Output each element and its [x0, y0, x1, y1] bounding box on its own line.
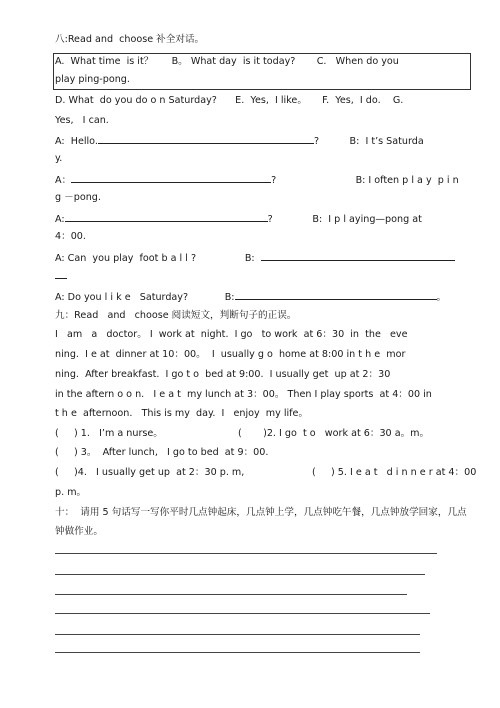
dialogue-4 [55, 250, 455, 266]
answer-blank-2[interactable] [71, 172, 271, 183]
dialogue-1-cont: y. [55, 153, 63, 164]
options-line4: Yes, I can. [55, 115, 109, 126]
dialogue-2-cont: g －pong. [55, 192, 101, 203]
section10-heading-cont: 钟做作业。 [55, 526, 103, 537]
dialogue-1-qmark: ? [313, 136, 320, 147]
options-line3: D. What do you do o n Saturday? E. Yes, I like。 F. Yes, I do. G. [55, 95, 404, 106]
dialogue-3-a: A: [55, 214, 65, 225]
answer-blank-1[interactable] [98, 133, 314, 144]
writing-line-6[interactable] [55, 652, 420, 653]
judge-item-4: ( )4. I usually get up at 2：30 p. m, [55, 467, 245, 478]
dialogue-5-b: B: [224, 292, 235, 303]
answer-blank-3[interactable] [65, 211, 268, 222]
judge-item-1: ( ) 1. I’m a nurse。 [55, 428, 163, 439]
dialogue-1 [55, 133, 424, 149]
dialogue-3-b: B: I p l aying—pong at [312, 214, 422, 225]
dialogue-1-b: B: I t’s Saturda [349, 136, 424, 147]
section9-heading: 九：Read and choose 阅读短文，判断句子的正误。 [55, 310, 297, 321]
judge-item-3: ( ) 3。 After lunch, I go to bed at 9：00. [55, 447, 269, 458]
writing-line-2[interactable] [55, 574, 425, 575]
dialogue-2 [55, 172, 459, 188]
writing-line-5[interactable] [55, 634, 420, 635]
section8-heading: 八:Read and choose 补全对话。 [55, 34, 205, 45]
dialogue-2-a: A： [55, 175, 72, 186]
dialogue-5-end: 。 [436, 292, 447, 303]
passage-line-4: in the aftern o o n. I e a t my lunch at 3：00。 Then I play sports at 4：00 in [55, 389, 432, 400]
judge-item-5: ( ) 5. I e a t d i n n e r at 4：00 [312, 467, 477, 478]
answer-blank-4-cont[interactable] [55, 268, 67, 279]
passage-line-1: I am a doctor。 I work at night. I go to work at 6：30 in the eve [55, 329, 408, 340]
options-line2: play ping-pong. [55, 74, 130, 85]
dialogue-3-qmark: ? [267, 214, 273, 225]
dialogue-3-cont: 4：00. [55, 231, 86, 242]
passage-line-3: ning. After breakfast. I go t o bed at 9:00. I usually get up at 2：30 [55, 369, 391, 380]
dialogue-2-b: B: I often p l a y p i n [355, 175, 459, 186]
answer-blank-5[interactable] [235, 289, 437, 300]
dialogue-4-a: A: Can you play foot b a l l ? [55, 253, 197, 264]
passage-line-5: t h e afternoon. This is my day. I enjoy my life。 [55, 408, 309, 419]
writing-line-1[interactable] [55, 553, 437, 554]
dialogue-1-a: A: Hello. [55, 136, 98, 147]
dialogue-5 [55, 289, 446, 305]
section10-heading: 十： 请用 5 句话写一写你平时几点钟起床，几点钟上学，几点钟吃午餐，几点钟放学回家，几点 [55, 507, 467, 518]
options-line1: A. What time is it？ B。 What day is it today? C. When do you [55, 56, 399, 67]
dialogue-4-cont [55, 268, 67, 284]
passage-line-2: ning. I e at dinner at 10：00。 I usually g o home at 8:00 in t h e mor [55, 349, 406, 360]
writing-line-3[interactable] [55, 594, 407, 595]
dialogue-4-b: B: [244, 253, 255, 264]
judge-item-2: ( )2. I go t o work at 6：30 a。m。 [238, 428, 430, 439]
answer-blank-4[interactable] [261, 250, 455, 261]
writing-line-4[interactable] [55, 613, 430, 614]
dialogue-5-a: A: Do you l i k e Saturday? [55, 292, 189, 303]
dialogue-3 [55, 211, 422, 227]
dialogue-2-qmark: ? [271, 175, 277, 186]
judge-item-5-cont: p. m。 [55, 487, 87, 498]
